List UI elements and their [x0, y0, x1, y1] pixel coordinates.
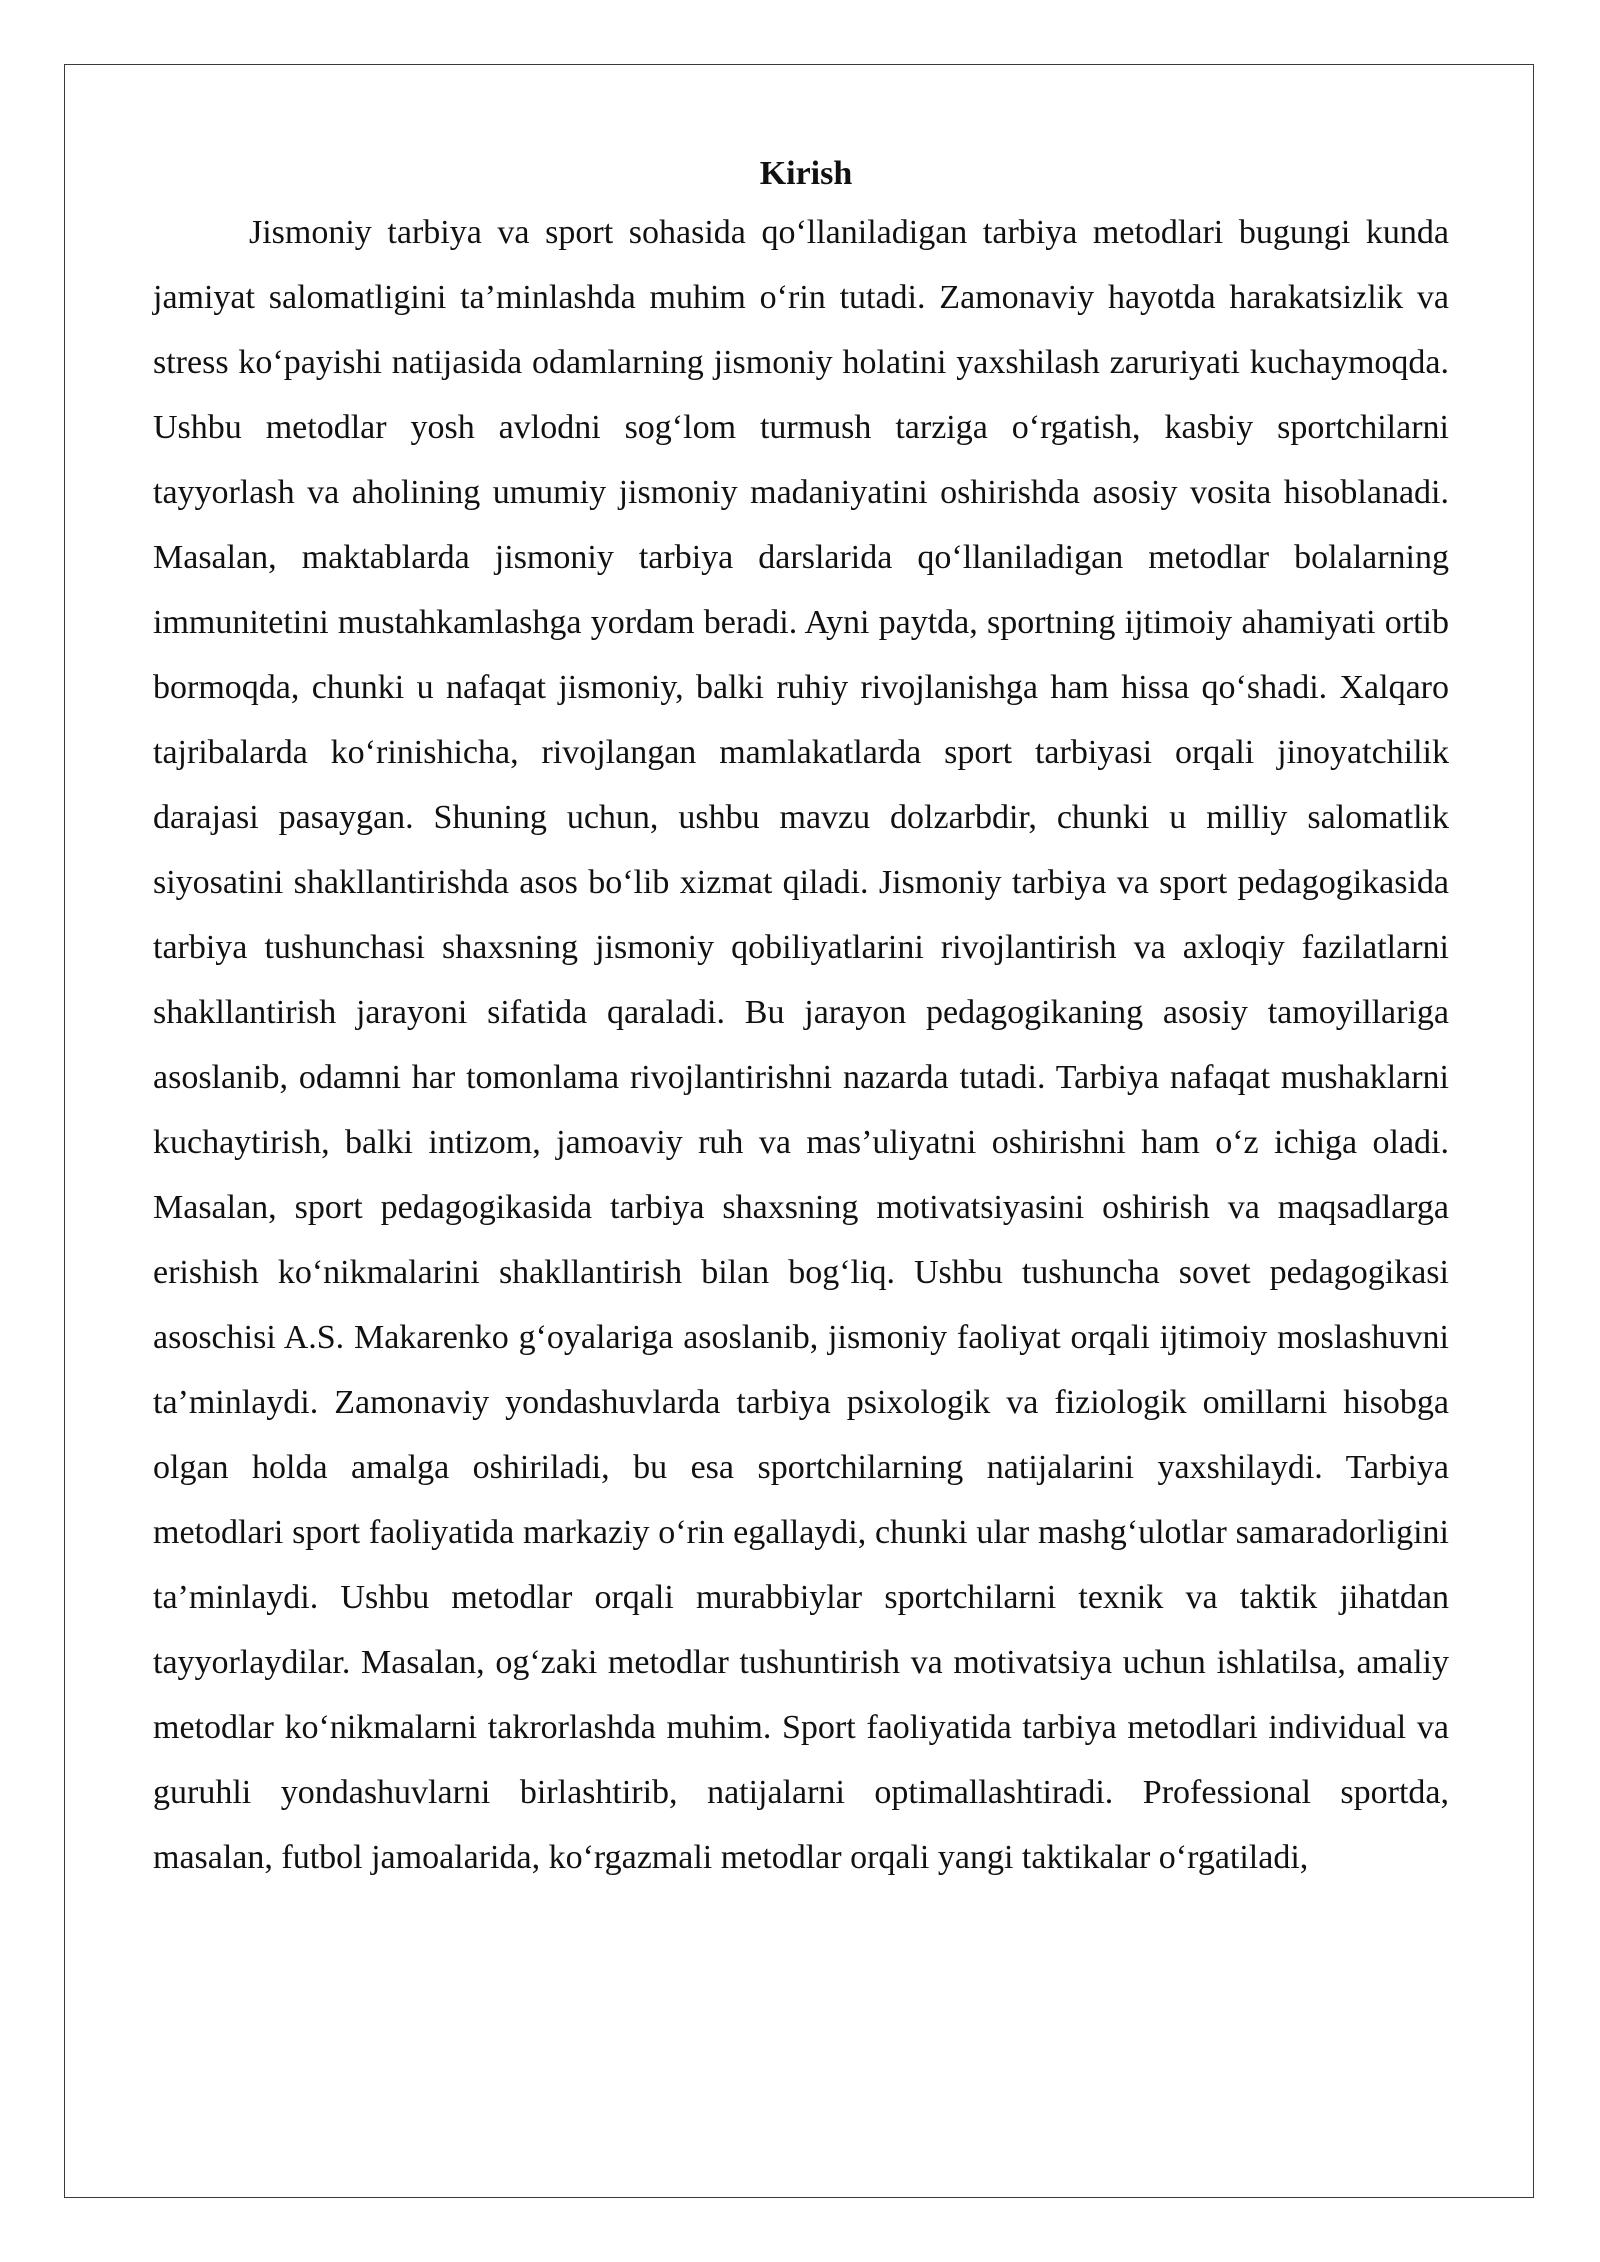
document-body: [153, 148, 1449, 1890]
section-title: Kirish: [759, 155, 853, 192]
body-paragraph: Jismoniy tarbiya va sport sohasida qo‘llaniladigan tarbiya metodlari bugungi kunda jamiyat salomatligini ta’minlashda muhim o‘rin tutadi. Zamonaviy hayotda harakatsizlik va stress ko‘payishi natijasida odamlarning jismoniy holatini yaxshilash zaruriyati kuchaymoqda. Ushbu metodlar yosh avlodni sog‘lom turmush tarziga o‘rgatish, kasbiy sportchilarni tayyorlash va aholining umumiy jismoniy madaniyatini oshirishda asosiy vosita hisoblanadi. Masalan, maktablarda jismoniy tarbiya darslarida qo‘llaniladigan metodlar bolalarning immunitetini mustahkamlashga yordam beradi. Ayni paytda, sportning ijtimoiy ahamiyati ortib bormoqda, chunki u nafaqat jismoniy, balki ruhiy rivojlanishga ham hissa qo‘shadi. Xalqaro tajribalarda ko‘rinishicha, rivojlangan mamlakatlarda sport tarbiyasi orqali jinoyatchilik darajasi pasaygan. Shuning uchun, ushbu mavzu dolzarbdir, chunki u milliy salomatlik siyosatini shakllantirishda asos bo‘lib xizmat qiladi. Jismoniy tarbiya va sport pedagogikasida tarbiya tushunchasi shaxsning jismoniy qobiliyatlarini rivojlantirish va axloqiy fazilatlarni shakllantirish jarayoni sifatida qaraladi. Bu jarayon pedagogikaning asosiy tamoyillariga asoslanib, odamni har tomonlama rivojlantirishni nazarda tutadi. Tarbiya nafaqat mushaklarni kuchaytirish, balki intizom, jamoaviy ruh va mas’uliyatni oshirishni ham o‘z ichiga oladi. Masalan, sport pedagogikasida tarbiya shaxsning motivatsiyasini oshirish va maqsadlarga erishish ko‘nikmalarini shakllantirish bilan bog‘liq. Ushbu tushuncha sovet pedagogikasi asoschisi A.S. Makarenko g‘oyalariga asoslanib, jismoniy faoliyat orqali ijtimoiy moslashuvni ta’minlaydi. Zamonaviy yondashuvlarda tarbiya psixologik va fiziologik omillarni hisobga olgan holda amalga oshiriladi, bu esa sportchilarning natijalarini yaxshilaydi. Tarbiya metodlari sport faoliyatida markaziy o‘rin egallaydi, chunki ular mashg‘ulotlar samaradorligini ta’minlaydi. Ushbu metodlar orqali murabbiylar sportchilarni texnik va taktik jihatdan tayyorlaydilar. Masalan, og‘zaki metodlar tushuntirish va motivatsiya uchun ishlatilsa, amaliy metodlar ko‘nikmalarni takrorlashda muhim. Sport faoliyatida tarbiya metodlari individual va guruhli yondashuvlarni birlashtirib, natijalarni optimallashtiradi. Professional sportda, masalan, futbol jamoalarida, ko‘rgazmali metodlar orqali yangi taktikalar o‘rgatiladi,: [153, 214, 1449, 1876]
